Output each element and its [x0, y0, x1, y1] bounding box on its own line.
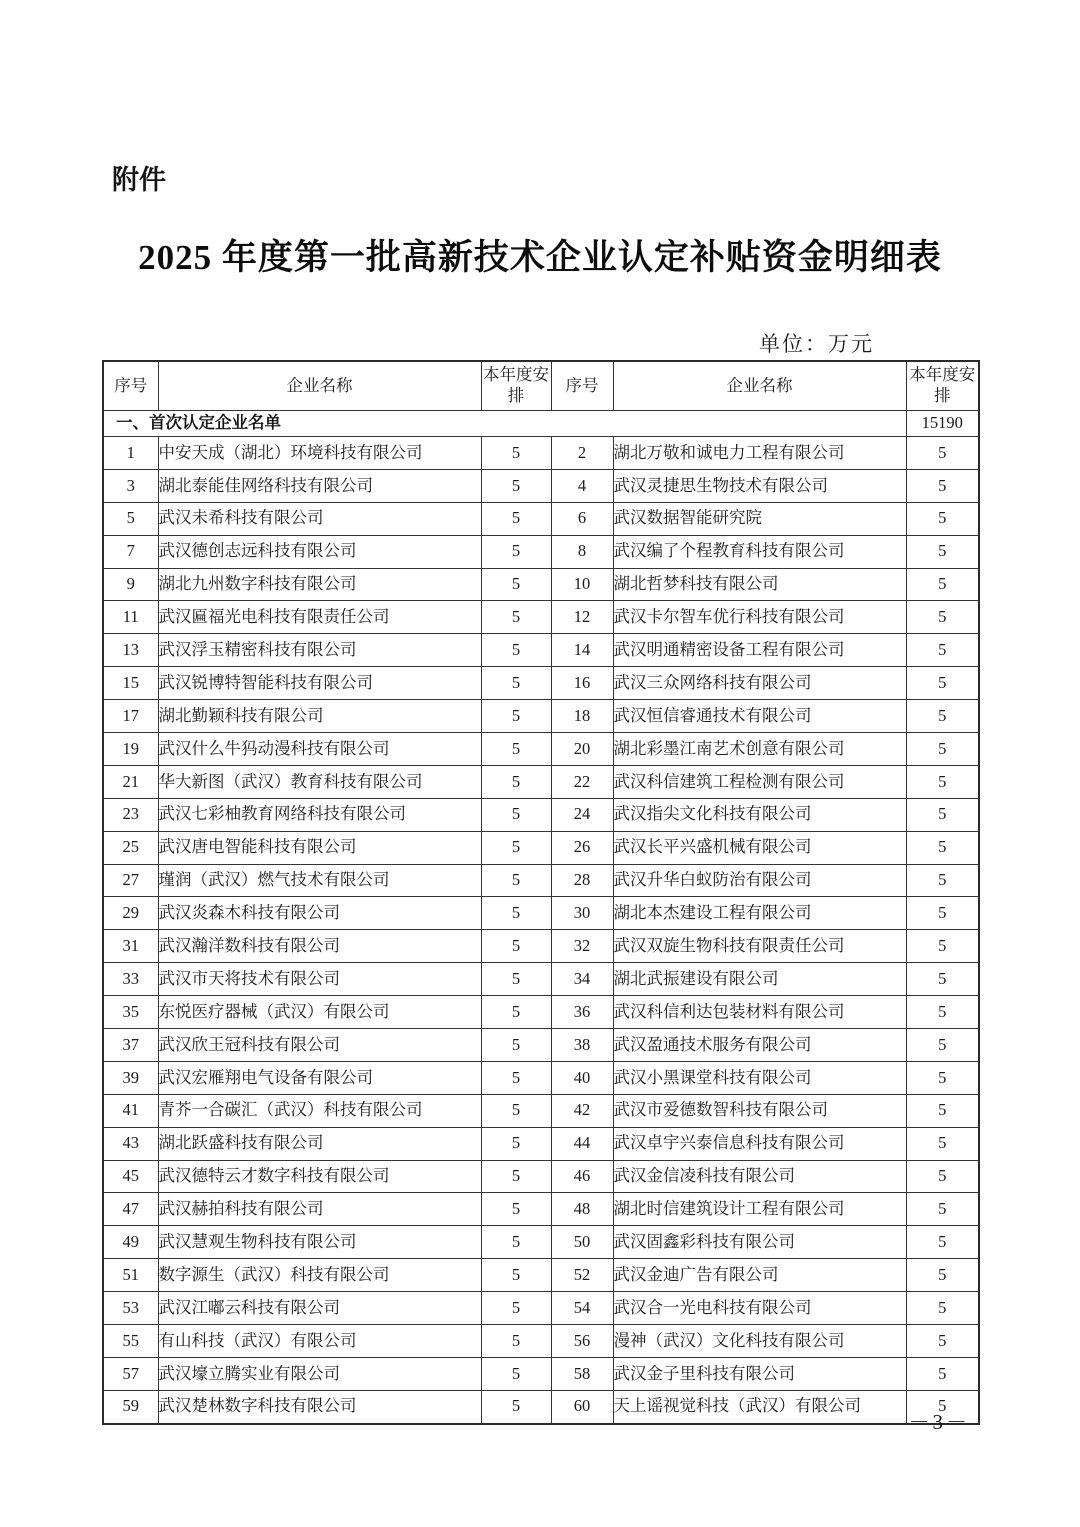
row-company-left: 武汉未希科技有限公司	[158, 502, 481, 535]
row-amount-right: 5	[906, 930, 979, 963]
header-company-right: 企业名称	[613, 361, 906, 411]
row-seq-left: 9	[103, 568, 158, 601]
row-company-right: 武汉固鑫彩科技有限公司	[613, 1226, 906, 1259]
row-company-left: 瑾润（武汉）燃气技术有限公司	[158, 864, 481, 897]
table-row	[103, 733, 979, 766]
header-company-left: 企业名称	[158, 361, 481, 411]
row-company-left: 武汉七彩柚教育网络科技有限公司	[158, 798, 481, 831]
row-seq-right: 56	[551, 1325, 613, 1358]
row-seq-left: 21	[103, 765, 158, 798]
row-company-left: 湖北泰能佳网络科技有限公司	[158, 469, 481, 502]
unit-label: 单位：万元	[759, 332, 874, 356]
table-row	[103, 535, 979, 568]
row-company-right: 湖北时信建筑设计工程有限公司	[613, 1193, 906, 1226]
row-company-right: 武汉灵捷思生物技术有限公司	[613, 469, 906, 502]
row-company-left: 武汉宏雁翔电气设备有限公司	[158, 1061, 481, 1094]
table-row	[103, 1292, 979, 1325]
row-company-left: 武汉瀚洋数科技有限公司	[158, 930, 481, 963]
row-seq-left: 29	[103, 897, 158, 930]
table-row	[103, 897, 979, 930]
row-company-right: 武汉明通精密设备工程有限公司	[613, 634, 906, 667]
row-company-right: 武汉卡尔智车优行科技有限公司	[613, 601, 906, 634]
row-company-right: 湖北武振建设有限公司	[613, 963, 906, 996]
table-row	[103, 1160, 979, 1193]
row-amount-right: 5	[906, 535, 979, 568]
row-seq-left: 41	[103, 1094, 158, 1127]
row-amount-left: 5	[481, 1127, 551, 1160]
row-company-left: 数字源生（武汉）科技有限公司	[158, 1259, 481, 1292]
row-amount-left: 5	[481, 1390, 551, 1423]
row-amount-right: 5	[906, 897, 979, 930]
table-row	[103, 930, 979, 963]
row-amount-right: 5	[906, 601, 979, 634]
row-company-left: 东悦医疗器械（武汉）有限公司	[158, 996, 481, 1029]
row-amount-left: 5	[481, 634, 551, 667]
row-seq-left: 31	[103, 930, 158, 963]
section-row	[103, 411, 979, 437]
header-seq-left: 序号	[103, 361, 158, 411]
table-row	[103, 700, 979, 733]
row-seq-left: 43	[103, 1127, 158, 1160]
row-company-right: 武汉小黑课堂科技有限公司	[613, 1061, 906, 1094]
table-row	[103, 1226, 979, 1259]
row-amount-left: 5	[481, 930, 551, 963]
row-seq-right: 44	[551, 1127, 613, 1160]
row-amount-left: 5	[481, 1160, 551, 1193]
row-seq-left: 45	[103, 1160, 158, 1193]
table-row	[103, 798, 979, 831]
row-amount-right: 5	[906, 765, 979, 798]
table-row	[103, 469, 979, 502]
table-row	[103, 864, 979, 897]
row-seq-left: 15	[103, 667, 158, 700]
row-company-left: 有山科技（武汉）有限公司	[158, 1325, 481, 1358]
row-seq-left: 13	[103, 634, 158, 667]
page-title: 2025 年度第一批高新技术企业认定补贴资金明细表	[138, 238, 942, 277]
row-amount-left: 5	[481, 502, 551, 535]
row-seq-left: 35	[103, 996, 158, 1029]
row-company-right: 武汉盈通技术服务有限公司	[613, 1029, 906, 1062]
header-amount-left: 本年度安排	[481, 361, 551, 411]
row-company-right: 武汉科信利达包装材料有限公司	[613, 996, 906, 1029]
row-company-left: 武汉浮玉精密科技有限公司	[158, 634, 481, 667]
row-seq-left: 59	[103, 1390, 158, 1423]
row-company-left: 华大新图（武汉）教育科技有限公司	[158, 765, 481, 798]
row-amount-left: 5	[481, 831, 551, 864]
header-amount-right: 本年度安排	[906, 361, 979, 411]
row-amount-right: 5	[906, 733, 979, 766]
row-amount-right: 5	[906, 700, 979, 733]
row-seq-left: 7	[103, 535, 158, 568]
row-amount-right: 5	[906, 437, 979, 470]
row-seq-left: 49	[103, 1226, 158, 1259]
row-company-right: 湖北本杰建设工程有限公司	[613, 897, 906, 930]
row-seq-right: 52	[551, 1259, 613, 1292]
row-company-right: 武汉三众网络科技有限公司	[613, 667, 906, 700]
row-company-left: 武汉什么牛犸动漫科技有限公司	[158, 733, 481, 766]
row-seq-left: 1	[103, 437, 158, 470]
row-company-right: 武汉升华白蚁防治有限公司	[613, 864, 906, 897]
row-amount-left: 5	[481, 733, 551, 766]
row-company-right: 武汉金迪广告有限公司	[613, 1259, 906, 1292]
row-amount-left: 5	[481, 996, 551, 1029]
row-seq-right: 34	[551, 963, 613, 996]
row-seq-right: 60	[551, 1390, 613, 1423]
row-amount-left: 5	[481, 1029, 551, 1062]
row-amount-left: 5	[481, 1094, 551, 1127]
row-company-right: 武汉长平兴盛机械有限公司	[613, 831, 906, 864]
row-company-right: 武汉金子里科技有限公司	[613, 1357, 906, 1390]
row-company-left: 武汉壕立腾实业有限公司	[158, 1357, 481, 1390]
table-row	[103, 1127, 979, 1160]
header-seq-right: 序号	[551, 361, 613, 411]
row-seq-left: 19	[103, 733, 158, 766]
table-row	[103, 1357, 979, 1390]
row-amount-left: 5	[481, 864, 551, 897]
table-row	[103, 963, 979, 996]
row-company-left: 武汉匾福光电科技有限责任公司	[158, 601, 481, 634]
row-amount-left: 5	[481, 469, 551, 502]
row-company-right: 武汉卓宇兴泰信息科技有限公司	[613, 1127, 906, 1160]
row-amount-right: 5	[906, 864, 979, 897]
row-company-right: 武汉恒信睿通技术有限公司	[613, 700, 906, 733]
row-amount-right: 5	[906, 1357, 979, 1390]
row-seq-right: 30	[551, 897, 613, 930]
row-seq-left: 17	[103, 700, 158, 733]
row-amount-right: 5	[906, 1029, 979, 1062]
row-amount-left: 5	[481, 1357, 551, 1390]
table-row	[103, 831, 979, 864]
table-header-row	[103, 361, 979, 411]
table-row	[103, 1193, 979, 1226]
row-seq-right: 26	[551, 831, 613, 864]
table-row	[103, 634, 979, 667]
table-row	[103, 601, 979, 634]
row-amount-left: 5	[481, 700, 551, 733]
row-company-left: 武汉赫拍科技有限公司	[158, 1193, 481, 1226]
row-company-left: 武汉楚林数字科技有限公司	[158, 1390, 481, 1423]
row-seq-right: 38	[551, 1029, 613, 1062]
row-amount-right: 5	[906, 1061, 979, 1094]
row-seq-left: 3	[103, 469, 158, 502]
row-company-left: 武汉德特云才数字科技有限公司	[158, 1160, 481, 1193]
table-row	[103, 568, 979, 601]
row-seq-right: 10	[551, 568, 613, 601]
row-amount-right: 5	[906, 502, 979, 535]
row-seq-left: 55	[103, 1325, 158, 1358]
row-company-right: 武汉合一光电科技有限公司	[613, 1292, 906, 1325]
row-seq-right: 2	[551, 437, 613, 470]
row-amount-left: 5	[481, 1292, 551, 1325]
row-amount-right: 5	[906, 996, 979, 1029]
row-amount-left: 5	[481, 1193, 551, 1226]
table-row	[103, 996, 979, 1029]
row-seq-right: 48	[551, 1193, 613, 1226]
row-seq-left: 25	[103, 831, 158, 864]
row-seq-right: 36	[551, 996, 613, 1029]
table-row	[103, 1061, 979, 1094]
row-seq-right: 14	[551, 634, 613, 667]
row-seq-right: 20	[551, 733, 613, 766]
row-company-right: 湖北哲梦科技有限公司	[613, 568, 906, 601]
row-seq-right: 6	[551, 502, 613, 535]
row-company-left: 武汉炎森木科技有限公司	[158, 897, 481, 930]
row-seq-right: 40	[551, 1061, 613, 1094]
row-amount-right: 5	[906, 1390, 979, 1423]
row-seq-right: 4	[551, 469, 613, 502]
row-company-left: 武汉德创志远科技有限公司	[158, 535, 481, 568]
attachment-label: 附件	[112, 165, 166, 195]
row-amount-right: 5	[906, 1193, 979, 1226]
row-company-right: 漫神（武汉）文化科技有限公司	[613, 1325, 906, 1358]
row-company-left: 武汉江嘟云科技有限公司	[158, 1292, 481, 1325]
row-amount-right: 5	[906, 798, 979, 831]
row-amount-left: 5	[481, 437, 551, 470]
row-company-left: 武汉锐博特智能科技有限公司	[158, 667, 481, 700]
row-company-right: 武汉双旋生物科技有限责任公司	[613, 930, 906, 963]
row-seq-left: 39	[103, 1061, 158, 1094]
table-row	[103, 1259, 979, 1292]
row-amount-right: 5	[906, 963, 979, 996]
row-seq-right: 16	[551, 667, 613, 700]
row-seq-left: 5	[103, 502, 158, 535]
row-company-right: 湖北万敬和诚电力工程有限公司	[613, 437, 906, 470]
row-amount-right: 5	[906, 1325, 979, 1358]
table-row	[103, 502, 979, 535]
row-amount-left: 5	[481, 601, 551, 634]
row-seq-left: 47	[103, 1193, 158, 1226]
row-amount-right: 5	[906, 568, 979, 601]
row-company-left: 青芥一合碳汇（武汉）科技有限公司	[158, 1094, 481, 1127]
table-row	[103, 1325, 979, 1358]
subsidy-table	[102, 360, 980, 1425]
row-company-right: 武汉指尖文化科技有限公司	[613, 798, 906, 831]
row-company-right: 武汉金信凌科技有限公司	[613, 1160, 906, 1193]
row-seq-right: 28	[551, 864, 613, 897]
row-amount-right: 5	[906, 1094, 979, 1127]
row-company-right: 武汉数据智能研究院	[613, 502, 906, 535]
row-seq-left: 57	[103, 1357, 158, 1390]
row-amount-left: 5	[481, 1061, 551, 1094]
row-seq-right: 18	[551, 700, 613, 733]
row-seq-right: 32	[551, 930, 613, 963]
row-company-left: 湖北跃盛科技有限公司	[158, 1127, 481, 1160]
row-amount-right: 5	[906, 667, 979, 700]
row-amount-left: 5	[481, 1226, 551, 1259]
row-amount-left: 5	[481, 568, 551, 601]
row-company-left: 武汉慧观生物科技有限公司	[158, 1226, 481, 1259]
row-seq-right: 22	[551, 765, 613, 798]
row-seq-left: 51	[103, 1259, 158, 1292]
row-amount-left: 5	[481, 667, 551, 700]
row-seq-right: 46	[551, 1160, 613, 1193]
row-company-left: 武汉欣王冠科技有限公司	[158, 1029, 481, 1062]
table-row	[103, 1094, 979, 1127]
row-seq-left: 11	[103, 601, 158, 634]
row-company-right: 湖北彩墨江南艺术创意有限公司	[613, 733, 906, 766]
table-row	[103, 437, 979, 470]
row-amount-left: 5	[481, 963, 551, 996]
row-company-right: 天上谣视觉科技（武汉）有限公司	[613, 1390, 906, 1423]
row-amount-left: 5	[481, 765, 551, 798]
section-label: 一、首次认定企业名单	[103, 411, 906, 437]
row-amount-right: 5	[906, 634, 979, 667]
section-total: 15190	[906, 411, 979, 437]
row-seq-left: 37	[103, 1029, 158, 1062]
table-row	[103, 1029, 979, 1062]
row-amount-left: 5	[481, 897, 551, 930]
row-company-left: 湖北九州数字科技有限公司	[158, 568, 481, 601]
row-seq-left: 27	[103, 864, 158, 897]
page-number: －3－	[908, 1410, 970, 1434]
row-company-left: 武汉市天将技术有限公司	[158, 963, 481, 996]
row-amount-right: 5	[906, 1127, 979, 1160]
table-row	[103, 667, 979, 700]
row-seq-right: 50	[551, 1226, 613, 1259]
row-amount-right: 5	[906, 469, 979, 502]
row-amount-left: 5	[481, 1259, 551, 1292]
row-company-left: 中安天成（湖北）环境科技有限公司	[158, 437, 481, 470]
row-amount-right: 5	[906, 1292, 979, 1325]
row-amount-left: 5	[481, 798, 551, 831]
row-company-right: 武汉科信建筑工程检测有限公司	[613, 765, 906, 798]
row-amount-right: 5	[906, 1226, 979, 1259]
row-seq-right: 12	[551, 601, 613, 634]
row-amount-left: 5	[481, 1325, 551, 1358]
row-amount-left: 5	[481, 535, 551, 568]
row-seq-left: 53	[103, 1292, 158, 1325]
row-seq-right: 42	[551, 1094, 613, 1127]
row-seq-right: 24	[551, 798, 613, 831]
row-company-left: 武汉唐电智能科技有限公司	[158, 831, 481, 864]
row-company-left: 湖北勤颖科技有限公司	[158, 700, 481, 733]
row-seq-left: 33	[103, 963, 158, 996]
row-amount-right: 5	[906, 1259, 979, 1292]
row-company-right: 武汉编了个程教育科技有限公司	[613, 535, 906, 568]
table-row	[103, 765, 979, 798]
row-seq-right: 58	[551, 1357, 613, 1390]
row-seq-right: 54	[551, 1292, 613, 1325]
row-amount-right: 5	[906, 831, 979, 864]
row-amount-right: 5	[906, 1160, 979, 1193]
row-seq-right: 8	[551, 535, 613, 568]
table-row	[103, 1390, 979, 1423]
row-seq-left: 23	[103, 798, 158, 831]
row-company-right: 武汉市爱德数智科技有限公司	[613, 1094, 906, 1127]
